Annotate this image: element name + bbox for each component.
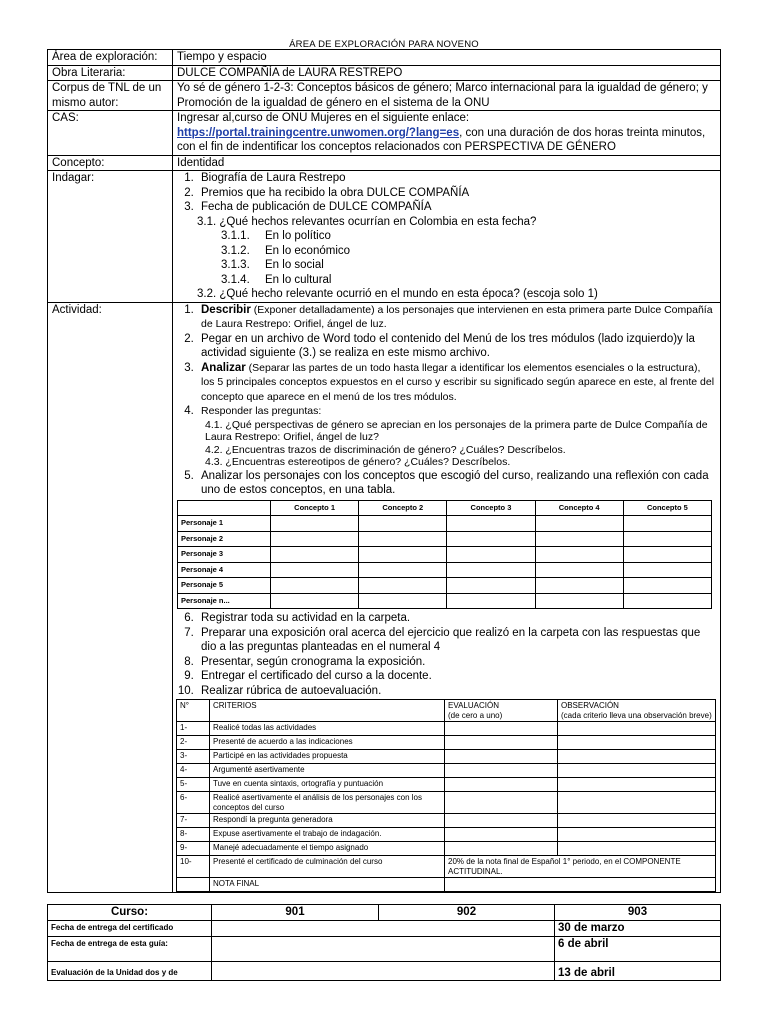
table-row bbox=[48, 937, 721, 962]
table-row: 4- Argumenté asertivamente bbox=[177, 764, 716, 778]
table-row: Personaje n... bbox=[178, 593, 712, 609]
concept-header: Concepto 4 bbox=[535, 500, 623, 516]
table-row: 6- Realicé asertivamente el análisis de los personajes con los conceptos del curso bbox=[177, 792, 716, 814]
rubric-header-row bbox=[177, 700, 716, 722]
list-item: 1. Biografía de Laura Restrepo bbox=[197, 171, 716, 186]
nota-final-label: NOTA FINAL bbox=[210, 878, 445, 892]
rubric-table bbox=[176, 699, 716, 892]
curso-label: Curso: bbox=[48, 905, 212, 921]
nota-final-row bbox=[177, 878, 716, 892]
obra-label: Obra Literaria: bbox=[48, 65, 173, 81]
actividad-list-2 bbox=[177, 611, 716, 698]
table-row: 7- Respondí la pregunta generadora bbox=[177, 814, 716, 828]
table-row: 2- Presenté de acuerdo a las indicaciones bbox=[177, 736, 716, 750]
list-item: 8. Presentar, según cronograma la exposición. bbox=[197, 655, 716, 670]
table-row: 9- Manejé adecuadamente el tiempo asignado bbox=[177, 842, 716, 856]
list-item: 3. Analizar (Separar las partes de un todo hasta llegar a identificar los elementos esenciales o la estructura), los 5 principales conceptos expuestos en el curso y escribir su significado según aparece en este, al frente del concepto que aparece en el menú de los tres módulos. bbox=[197, 361, 716, 405]
list-item: 3.1.2. En lo económico bbox=[221, 244, 351, 257]
list-item: 4. Responder las preguntas: 4.1. ¿Qué perspectivas de género se aprecian en los personajes de la primera parte de Dulce Compañía de Laura Restrepo: Orifiel, ángel de luz? 4.2. ¿Encuentras trazos de discriminación de género? ¿Cuáles? Descríbelos. 4.3. ¿Encuentras estereotipos de género? ¿Cuáles? Descríbelos. bbox=[197, 404, 716, 469]
actividad-content bbox=[173, 302, 721, 893]
obra-value: DULCE COMPAÑÍA de LAURA RESTREPO bbox=[173, 65, 721, 81]
list-item: 4.2. ¿Encuentras trazos de discriminación de género? ¿Cuáles? Descríbelos. bbox=[205, 443, 566, 456]
list-item: 3.1. ¿Qué hechos relevantes ocurrían en Colombia en esta fecha? bbox=[197, 215, 537, 228]
footer-label: Fecha de entrega de esta guía: bbox=[48, 937, 212, 962]
list-item: 9. Entregar el certificado del curso a la docente. bbox=[197, 669, 716, 684]
obra-row bbox=[48, 65, 721, 81]
list-item: 2. Premios que ha recibido la obra DULCE COMPAÑÍA bbox=[197, 186, 716, 201]
table-row: Personaje 5 bbox=[178, 578, 712, 594]
corpus-label: Corpus de TNL de un mismo autor: bbox=[48, 81, 173, 111]
table-row bbox=[48, 921, 721, 937]
list-item: 4.3. ¿Encuentras estereotipos de género? ¿Cuáles? Descríbelos. bbox=[205, 456, 511, 468]
table-row: Personaje 4 bbox=[178, 562, 712, 578]
list-item: 3. Fecha de publicación de DULCE COMPAÑÍA bbox=[197, 200, 716, 215]
cas-rest: , con una duración de dos horas treinta minutos, con el fin de indentificar los conceptos relacionados con PERSPECTIVA DE GÉNERO bbox=[177, 126, 706, 153]
table-row: Personaje 2 bbox=[178, 531, 712, 547]
list-item: 6. Registrar toda su actividad en la carpeta. bbox=[197, 611, 716, 626]
table-row: 5- Tuve en cuenta sintaxis, ortografía y puntuación bbox=[177, 778, 716, 792]
indagar-sublist bbox=[177, 215, 716, 230]
corpus-row bbox=[48, 81, 721, 111]
actividad-list bbox=[177, 303, 716, 498]
indagar-subsublist bbox=[177, 229, 716, 287]
list-item: 3.1.4. En lo cultural bbox=[221, 273, 332, 286]
empty-header-cell bbox=[178, 500, 271, 516]
concepts-table bbox=[177, 500, 712, 610]
actividad-sublist bbox=[201, 419, 716, 469]
cas-label: CAS: bbox=[48, 111, 173, 156]
table-row bbox=[48, 962, 721, 981]
curso-901: 901 bbox=[212, 905, 379, 921]
concept-header: Concepto 1 bbox=[271, 500, 359, 516]
concepts-header-row bbox=[178, 500, 712, 516]
table-row: 3- Participé en las actividades propuesta bbox=[177, 750, 716, 764]
actividad-row bbox=[48, 302, 721, 893]
list-item: 10. Realizar rúbrica de autoevaluación. bbox=[197, 684, 716, 699]
cas-value bbox=[173, 111, 721, 156]
list-item: 1. Describir (Exponer detalladamente) a los personajes que intervienen en esta primera parte Dulce Compañía de Laura Restrepo: Orifiel, ángel de luz. bbox=[197, 303, 716, 332]
rubric-header-obs: OBSERVACIÓN (cada criterio lleva una observación breve) bbox=[558, 700, 716, 722]
footer-table bbox=[47, 904, 721, 981]
exploration-table bbox=[47, 49, 721, 893]
area-row bbox=[48, 50, 721, 66]
indagar-sublist-2 bbox=[177, 287, 716, 302]
page-title: ÁREA DE EXPLORACIÓN PARA NOVENO bbox=[289, 39, 479, 50]
indagar-list bbox=[177, 171, 716, 215]
concepto-row bbox=[48, 155, 721, 171]
table-row: 8- Expuse asertivamente el trabajo de indagación. bbox=[177, 828, 716, 842]
list-item: 3.1.1. En lo político bbox=[221, 230, 331, 242]
rubric-header-criteria: CRITERIOS bbox=[210, 700, 445, 722]
table-row: 10- Presenté el certificado de culminación del curso 20% de la nota final de Español 1° periodo, en el COMPONENTE ACTITUDINAL. bbox=[177, 856, 716, 878]
table-row: Personaje 3 bbox=[178, 547, 712, 563]
curso-903: 903 bbox=[555, 905, 721, 921]
list-item: 2. Pegar en un archivo de Word todo el contenido del Menú de los tres módulos (lado izquierdo)y la actividad siguiente (3.) se realiza en este mismo archivo. bbox=[197, 332, 716, 361]
rubric-header-n: N° bbox=[177, 700, 210, 722]
actividad-label: Actividad: bbox=[48, 302, 173, 893]
corpus-value: Yo sé de género 1-2-3: Conceptos básicos de género; Marco internacional para la igualdad de género; y Promoción de la igualdad de género en el sistema de la ONU bbox=[173, 81, 721, 111]
concept-header: Concepto 3 bbox=[447, 500, 535, 516]
concept-header: Concepto 5 bbox=[623, 500, 711, 516]
footer-date: 13 de abril bbox=[555, 962, 721, 981]
table-row: 1- Realicé todas las actividades bbox=[177, 722, 716, 736]
list-item: 5. Analizar los personajes con los conceptos que escogió del curso, realizando una reflexión con cada uno de estos conceptos, en una tabla. bbox=[197, 469, 716, 498]
concepto-label: Concepto: bbox=[48, 155, 173, 171]
indagar-content bbox=[173, 171, 721, 303]
footer-date: 6 de abril bbox=[555, 937, 721, 962]
curso-902: 902 bbox=[379, 905, 555, 921]
footer-label: Evaluación de la Unidad dos y de bbox=[48, 962, 212, 981]
area-value: Tiempo y espacio bbox=[173, 50, 721, 66]
rubric-header-eval: EVALUACIÓN (de cero a uno) bbox=[445, 700, 558, 722]
curso-row bbox=[48, 905, 721, 921]
list-item: 7. Preparar una exposición oral acerca del ejercicio que realizó en la carpeta con las respuestas que dio a las preguntas planteadas en el numeral 4 bbox=[197, 626, 716, 655]
concepto-value: Identidad bbox=[173, 155, 721, 171]
footer-label: Fecha de entrega del certificado bbox=[48, 921, 212, 937]
rubric-note: 20% de la nota final de Español 1° periodo, en el COMPONENTE ACTITUDINAL. bbox=[445, 856, 716, 878]
indagar-label: Indagar: bbox=[48, 171, 173, 303]
list-item: 4.1. ¿Qué perspectivas de género se aprecian en los personajes de la primera parte de Dulce Compañía de Laura Restrepo: Orifiel, ángel de luz? bbox=[205, 418, 708, 443]
course-link[interactable]: https://portal.trainingcentre.unwomen.org/?lang=es bbox=[177, 126, 460, 139]
indagar-row bbox=[48, 171, 721, 303]
concept-header: Concepto 2 bbox=[359, 500, 447, 516]
cas-row bbox=[48, 111, 721, 156]
cas-line: Ingresar al,curso de ONU Mujeres en el siguiente enlace: bbox=[177, 112, 470, 124]
footer-date: 30 de marzo bbox=[555, 921, 721, 937]
list-item: 3.1.3. En lo social bbox=[221, 259, 324, 271]
area-label: Área de exploración: bbox=[48, 50, 173, 66]
list-item: 3.2. ¿Qué hecho relevante ocurrió en el mundo en esta época? (escoja solo 1) bbox=[197, 288, 598, 300]
table-row: Personaje 1 bbox=[178, 516, 712, 532]
